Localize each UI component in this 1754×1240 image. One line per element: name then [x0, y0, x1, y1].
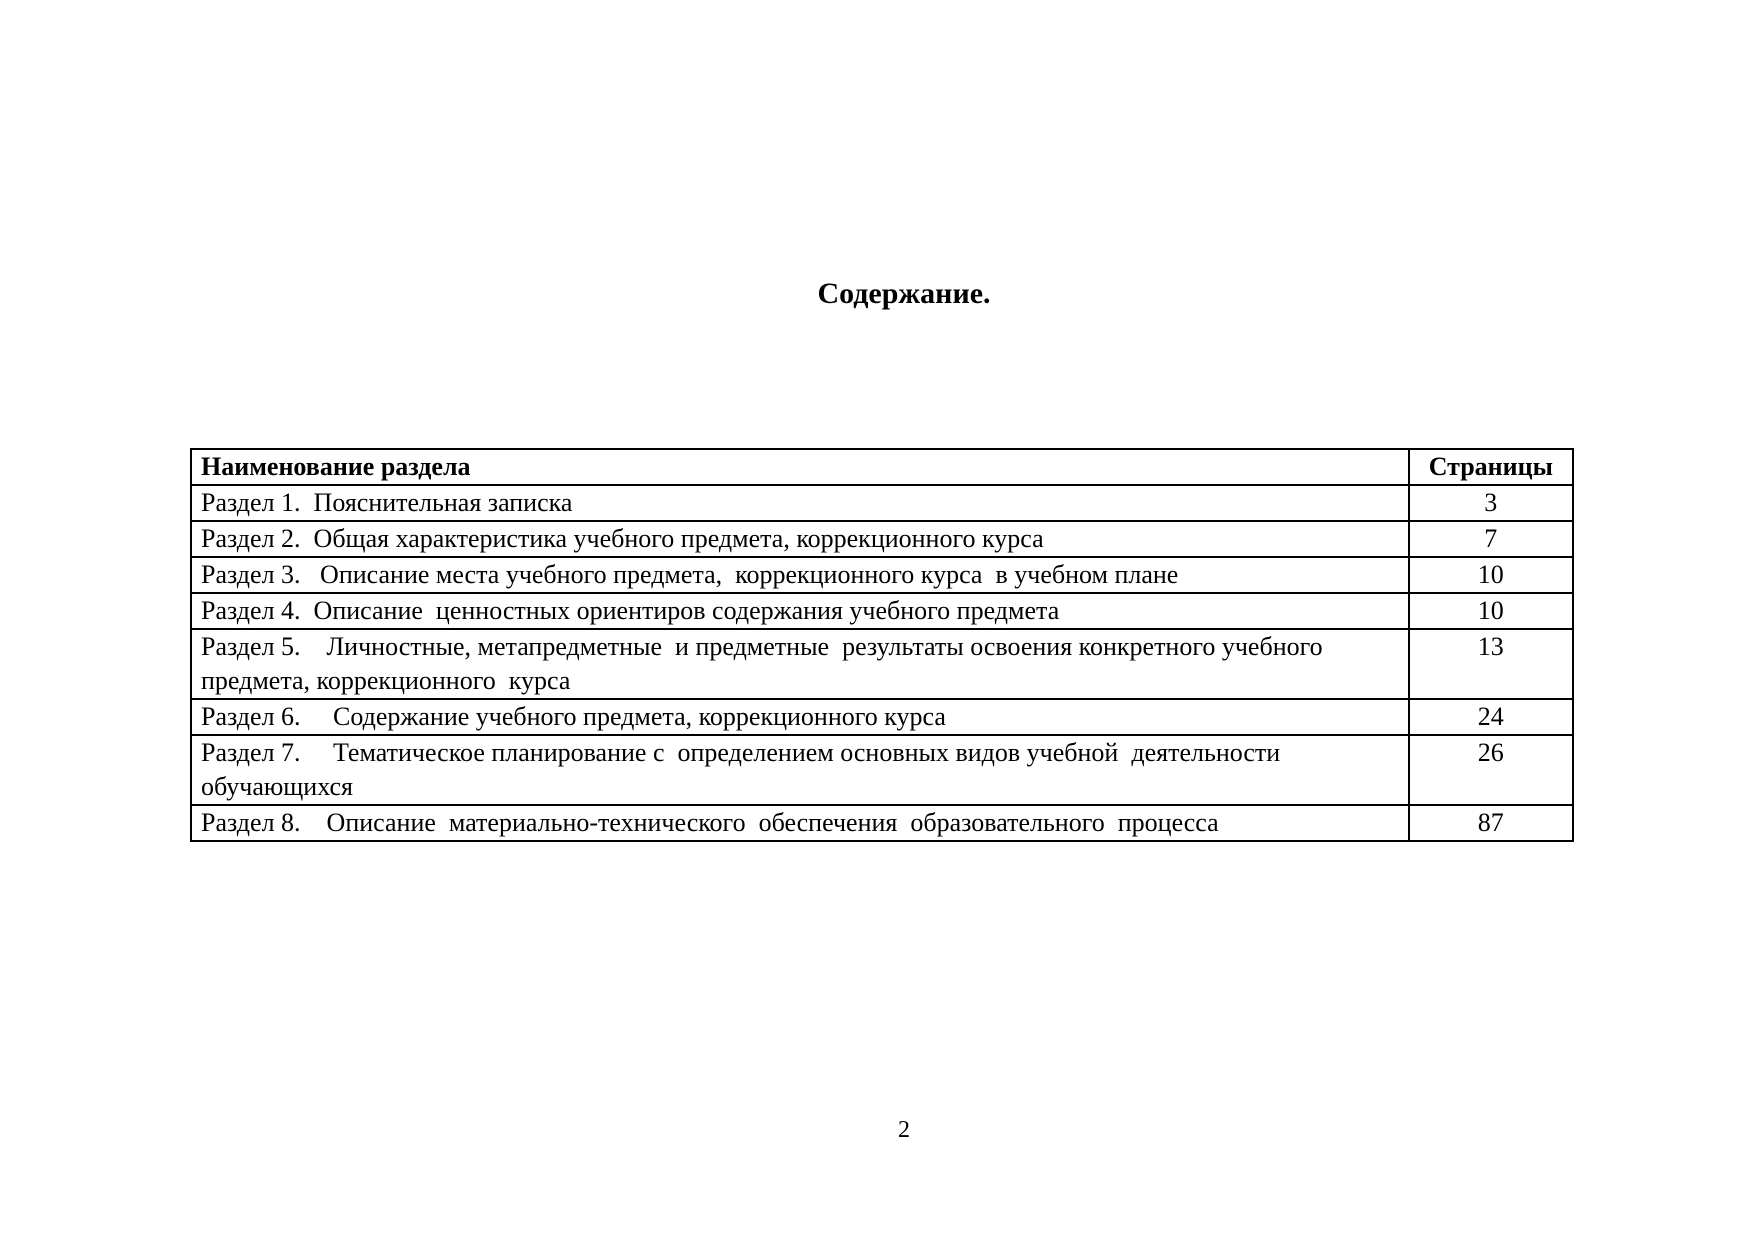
table-row [191, 485, 1573, 521]
section-title: Раздел 5. Личностные, метапредметные и предметные результаты освоения конкретного учебного предмета, коррекционного курса [191, 629, 1409, 699]
section-page: 24 [1409, 699, 1573, 735]
section-title: Раздел 6. Содержание учебного предмета, коррекционного курса [191, 699, 1409, 735]
pages-header: Страницы [1409, 449, 1573, 485]
page-title: Содержание. [817, 277, 991, 310]
section-page: 26 [1409, 735, 1573, 805]
table-row [191, 805, 1573, 841]
section-title: Раздел 8. Описание материально-технического обеспечения образовательного процесса [191, 805, 1409, 841]
table-row [191, 699, 1573, 735]
table-row [191, 557, 1573, 593]
section-title: Раздел 4. Описание ценностных ориентиров содержания учебного предмета [191, 593, 1409, 629]
section-page: 87 [1409, 805, 1573, 841]
page-number: 2 [898, 1117, 910, 1143]
section-title: Раздел 3. Описание места учебного предмета, коррекционного курса в учебном плане [191, 557, 1409, 593]
section-page: 3 [1409, 485, 1573, 521]
section-page: 10 [1409, 593, 1573, 629]
table-row [191, 593, 1573, 629]
table-row [191, 629, 1573, 699]
section-page: 7 [1409, 521, 1573, 557]
table-row [191, 735, 1573, 805]
table-header-row [191, 449, 1573, 485]
section-name-header: Наименование раздела [191, 449, 1409, 485]
section-page: 13 [1409, 629, 1573, 699]
section-title: Раздел 1. Пояснительная записка [191, 485, 1409, 521]
section-page: 10 [1409, 557, 1573, 593]
table-row [191, 521, 1573, 557]
section-title: Раздел 7. Тематическое планирование с определением основных видов учебной деятельности обучающихся [191, 735, 1409, 805]
table-of-contents [190, 448, 1574, 842]
section-title: Раздел 2. Общая характеристика учебного предмета, коррекционного курса [191, 521, 1409, 557]
